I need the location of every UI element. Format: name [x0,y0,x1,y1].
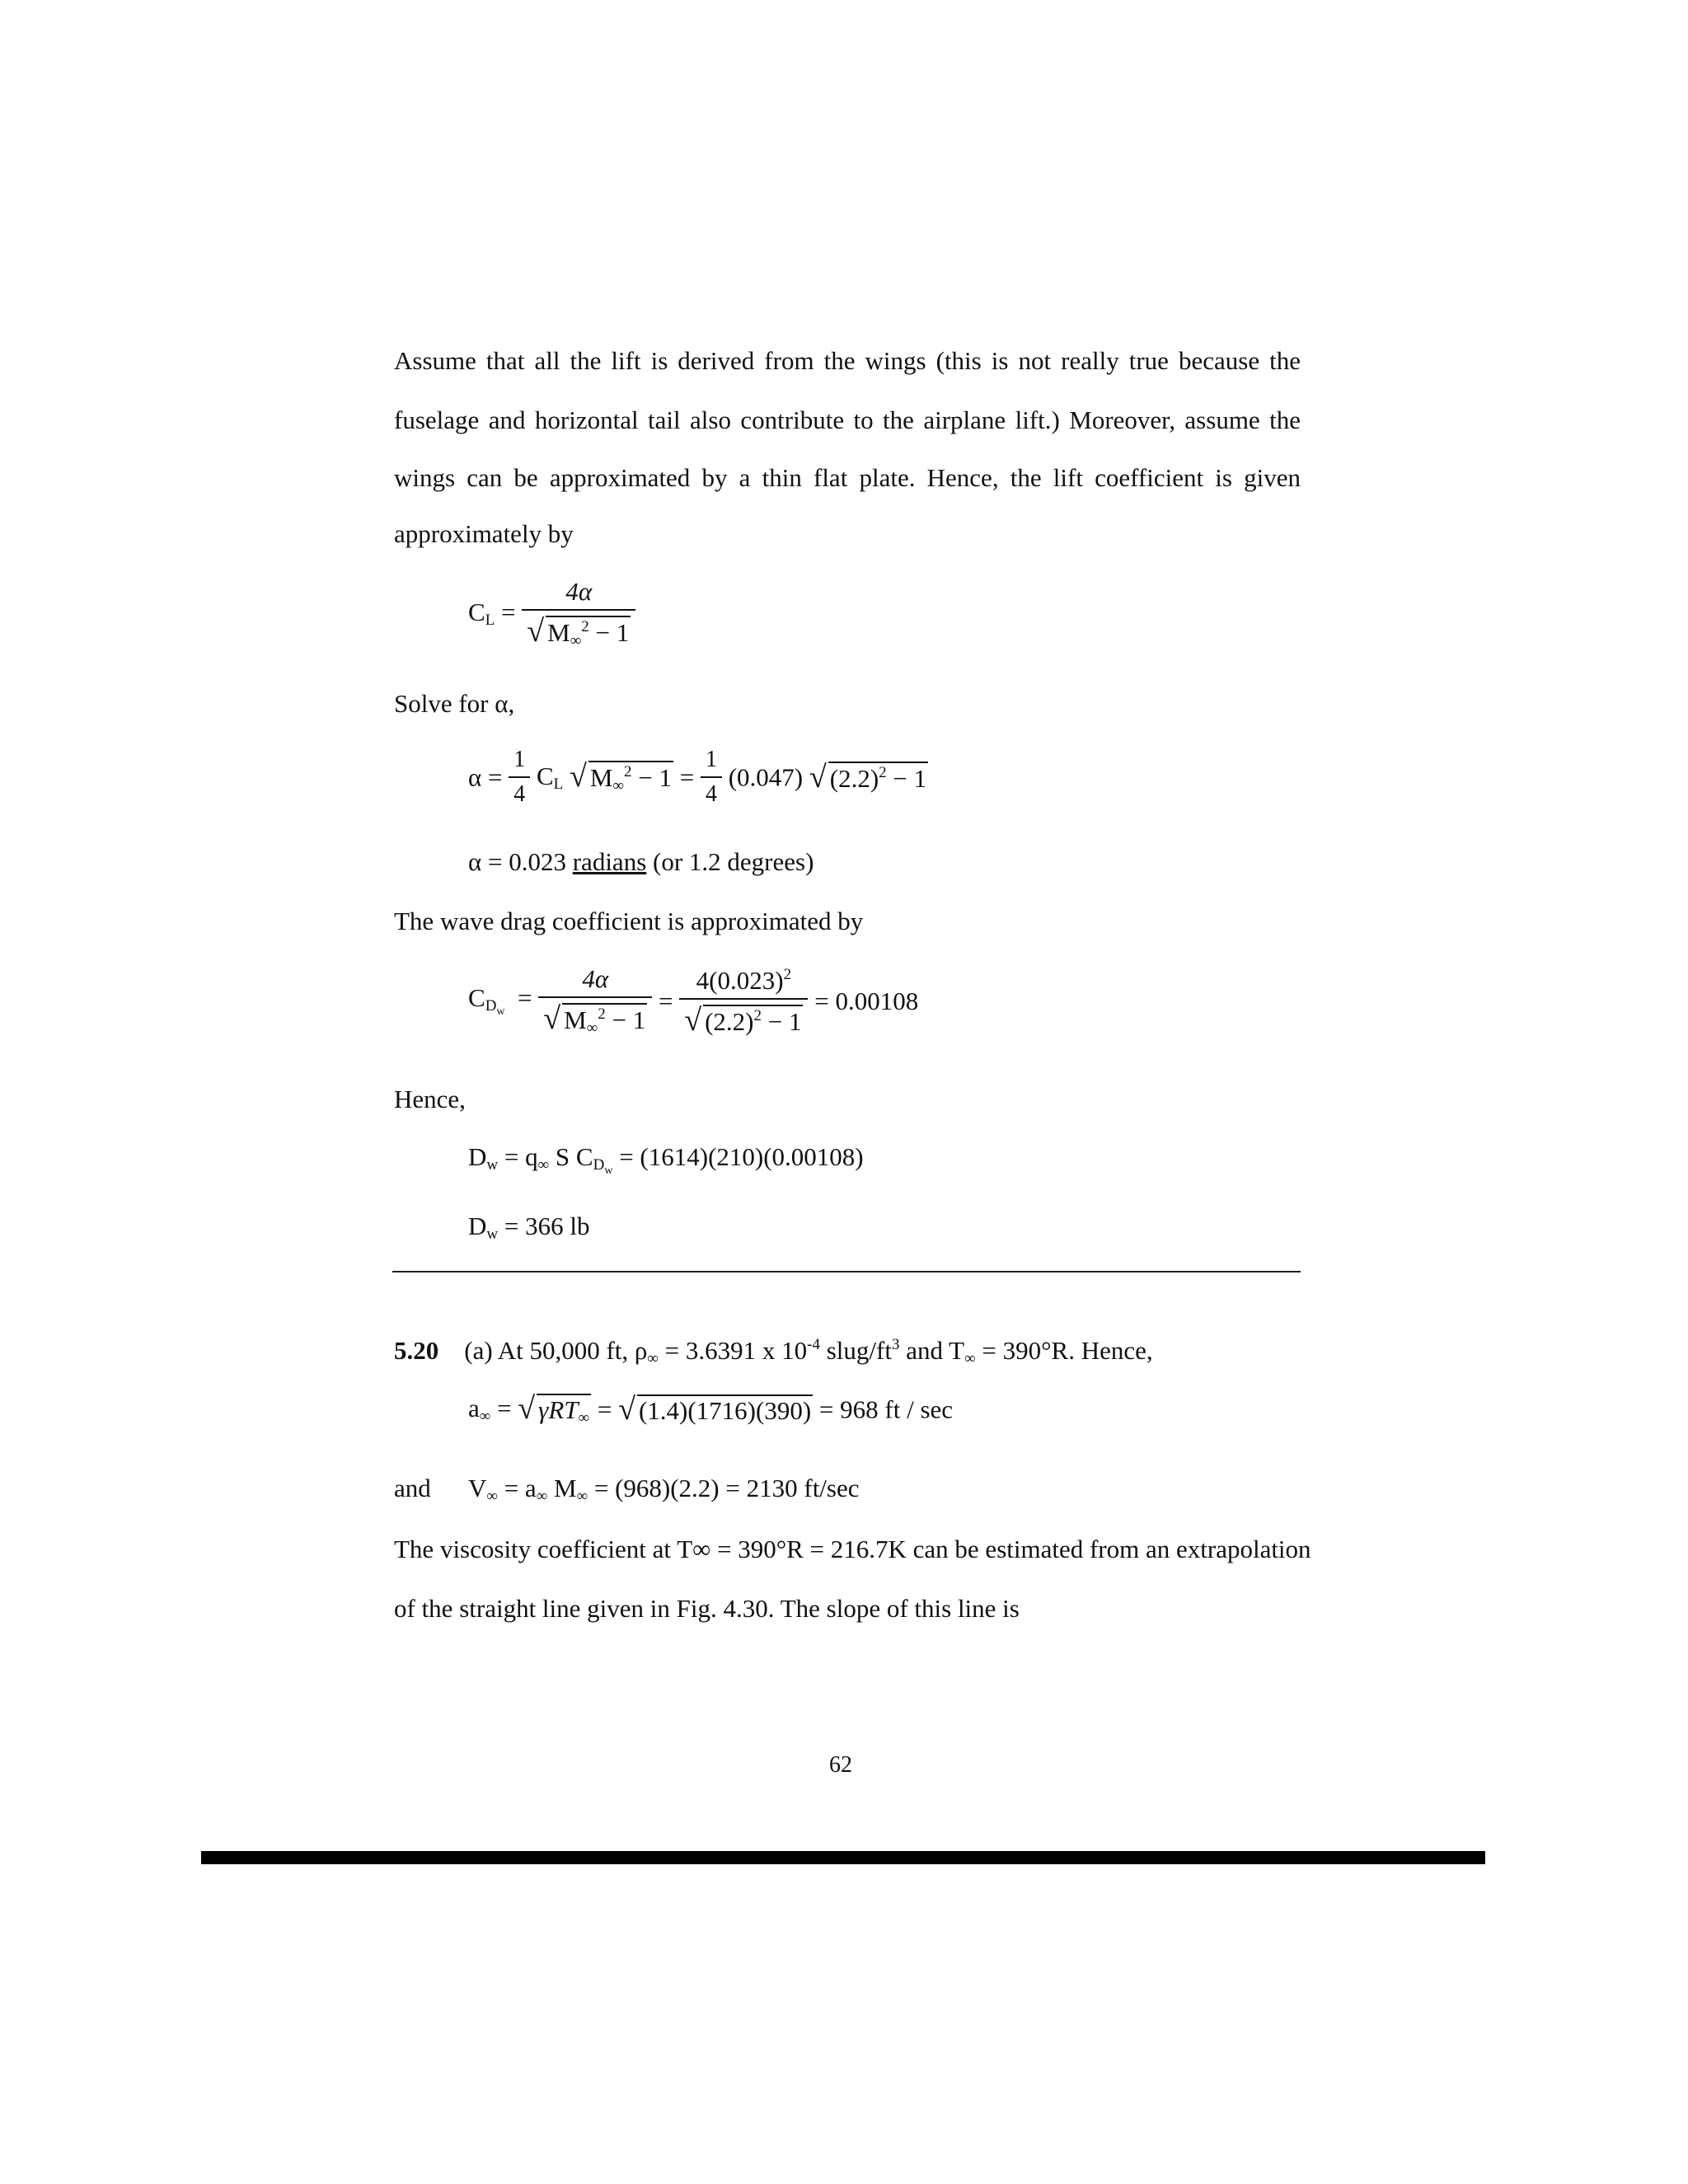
intro-line-3: wings can be approximated by a thin flat plate. Hence, the lift coefficient is given [394,463,1301,492]
velocity-equation: $V_\infty = a_\infty$ $M_\infty = (968)(2.2) = 2130$ ft/sec [468,1474,860,1505]
alpha-result: α = 0.023 radians (or 1.2 degrees) [468,847,814,876]
viscosity-line-1: The viscosity coefficient at T∞ = 390°R = 216.7K can be estimated from an extrapolation [394,1535,1311,1563]
alpha-equation: α = $\frac{1}{4}$ $C_L$ √ $M_\infty^2 - 1$ = $\frac{1}{4}$ (0.047) √ $(2.2)^2 - 1$ [468,747,927,807]
page-number: 62 [829,1752,852,1778]
wave-drag-force-equation: $D_w = q_\infty$ S $C_{D_w} = (1614)(210)(0.00108)$ [468,1142,864,1177]
solve-text: Solve for α, [394,689,515,718]
wave-drag-text: The wave drag coefficient is approximated by [394,907,864,935]
page-bottom-bar [201,1851,1485,1864]
section-divider [392,1271,1301,1272]
intro-line-2: fuselage and horizontal tail also contribute to the airplane lift.) Moreover, assume the [394,405,1301,434]
hence-text: Hence, [394,1085,466,1113]
lift-coefficient-equation: $C_L$ = $\frac{4\alpha}{√ M_\infty^2 - 1}$ [468,579,635,649]
wave-drag-equation: $C_{D_w}$ = $\frac{4\alpha}{√ M_\infty^2 - 1}$ = $\frac{4(0.023)^2}{√ (2.2)^2 - 1}$ = 0.00108 [468,964,919,1038]
and-label: and [394,1474,431,1502]
speed-of-sound-equation: $a_\infty$ = √ γRT$_\infty$ = √ (1.4)(1716)(390) = 968 ft / sec [468,1391,954,1427]
intro-line-4: approximately by [394,519,574,548]
wave-drag-force-result: $D_w = 366$ lb [468,1212,590,1243]
intro-line-1: Assume that all the lift is derived from the wings (this is not really true because the [394,346,1301,375]
viscosity-line-2: of the straight line given in Fig. 4.30. The slope of this line is [394,1594,1020,1623]
problem-5-20-statement: 5.20 (a) At 50,000 ft, $\rho_\infty = 3.6391$ x $10^{-4}$ slug/$ft^3$ and $T_\infty = 390^\circ R$. Hence, [394,1336,1153,1367]
